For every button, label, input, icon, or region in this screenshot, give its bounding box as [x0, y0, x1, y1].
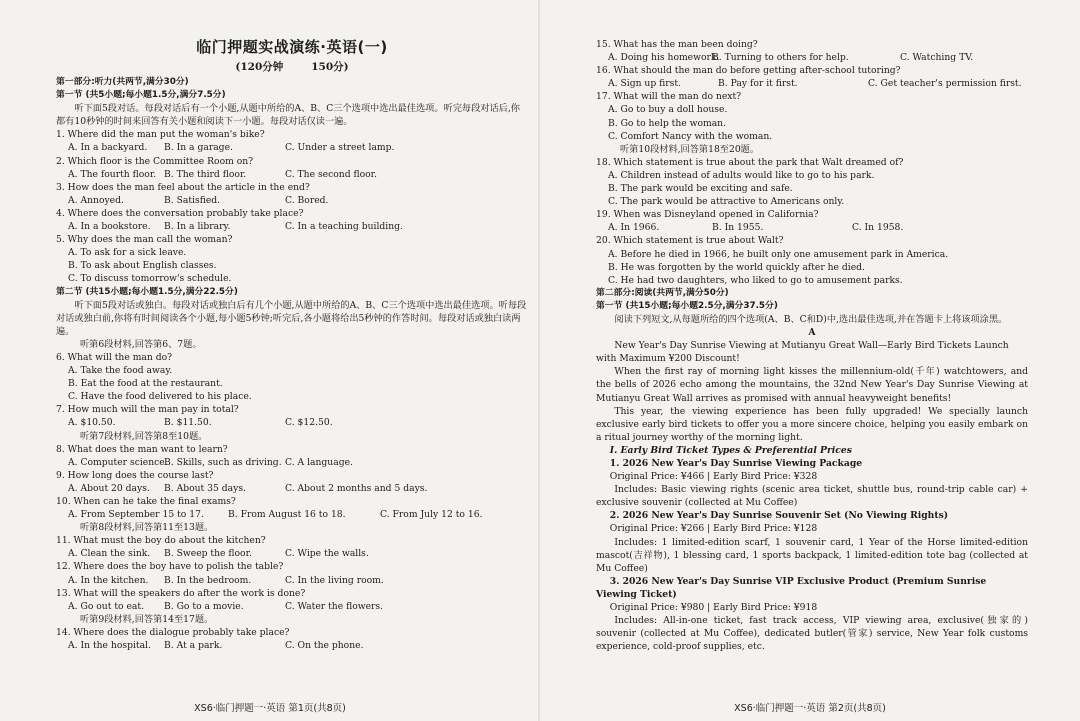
question-13-options [56, 600, 528, 613]
option-a: A. $10.50. [68, 417, 116, 429]
question-11-options [56, 547, 528, 560]
page-footer: XS6·临门押题一·英语 第1页(共8页) [194, 702, 346, 714]
package-3-includes: Includes: All-in-one ticket, fast track access, VIP viewing area, exclusive(独家的) souvenir (collected at Mu Coffee), dedicated butler(管家) service, New Year folk customs experience, cold-proof supplies, etc. [596, 615, 1028, 653]
option-c: C. Have the food delivered to his place. [68, 391, 252, 403]
option-a: A. About 20 days. [68, 482, 150, 494]
option-a: A. In 1966. [608, 222, 660, 234]
option-b: B. Satisfied. [164, 194, 221, 206]
question-17: 17. What will the man do next? [596, 91, 742, 103]
passage-paragraph-2: This year, the viewing experience has been fully upgraded! We specially launch exclusive early bird tickets to offer you a more sincere choice, helping you easily embark on a ritual journey worthy of the morning light. [596, 405, 1028, 443]
option-a: A. Take the food away. [68, 365, 173, 377]
material-note-6: 听第6段材料,回答第6、7题。 [80, 338, 202, 350]
question-20: 20. Which statement is true about Walt? [596, 235, 784, 247]
material-note-11: 听第8段材料,回答第11至13题。 [80, 522, 214, 534]
option-c: C. About 2 months and 5 days. [285, 482, 428, 494]
question-10-options [56, 508, 528, 521]
option-a: A. Go to buy a doll house. [608, 104, 728, 116]
option-a: A. Annoyed. [68, 194, 124, 206]
option-b: B. Skills, such as driving. [164, 456, 282, 468]
option-b: B. The park would be exciting and safe. [608, 183, 793, 195]
question-7-options [56, 416, 528, 429]
option-a: A. In the hospital. [68, 640, 151, 652]
question-9: 9. How long does the course last? [56, 469, 214, 481]
question-14-options [56, 639, 528, 652]
option-b: B. From August 16 to 18. [228, 509, 346, 521]
option-c: C. Comfort Nancy with the woman. [608, 130, 773, 142]
option-c: C. A language. [285, 456, 353, 468]
option-c: C. To discuss tomorrow's schedule. [68, 273, 232, 285]
option-a: A. Go out to eat. [68, 600, 144, 612]
option-c: C. In a teaching building. [285, 221, 403, 233]
question-5: 5. Why does the man call the woman? [56, 234, 233, 246]
option-c: C. Water the flowers. [285, 600, 384, 612]
question-3-options [56, 194, 528, 207]
question-10: 10. When can he take the final exams? [56, 496, 236, 507]
option-a: A. Children instead of adults would like to go to his park. [608, 169, 875, 181]
option-b: B. In the bedroom. [164, 574, 252, 586]
option-a: A. In a backyard. [68, 142, 148, 154]
option-c: C. Get teacher's permission first. [868, 78, 1022, 90]
exam-duration-score [56, 60, 528, 74]
part1-heading: 第一部分:听力(共两节,满分30分) [56, 77, 189, 87]
question-19-options [596, 221, 1028, 234]
question-12-options [56, 574, 528, 587]
option-c: C. Bored. [285, 194, 329, 206]
option-a: A. Sign up first. [608, 78, 681, 90]
package-1-price: Original Price: ¥466 | Early Bird Price: ¥328 [609, 471, 818, 483]
exam-page-2 [540, 0, 1080, 721]
option-c: C. Wipe the walls. [285, 548, 369, 560]
question-7: 7. How much will the man pay in total? [56, 404, 239, 416]
option-a: A. To ask for a sick leave. [68, 247, 187, 259]
question-1: 1. Where did the man put the woman's bike? [56, 129, 265, 141]
option-a: A. The fourth floor. [68, 168, 157, 180]
option-b: B. The third floor. [164, 168, 247, 180]
passage-letter: A [808, 327, 816, 339]
part2-heading: 第二部分:阅读(共两节,满分50分) [596, 287, 729, 298]
exam-title: 临门押题实战演练·英语(一) [196, 38, 388, 56]
question-2-options [56, 168, 528, 181]
package-3-title: 3. 2026 New Year's Day Sunrise VIP Exclusive Product (Premium Sunrise Viewing Ticket) [596, 575, 987, 600]
reading-section1-heading: 第一节 (共15小题;每小题2.5分,满分37.5分) [596, 300, 778, 311]
question-8-options [56, 456, 528, 469]
option-a: A. Doing his homework. [608, 52, 720, 64]
question-16: 16. What should the man do before getting after-school tutoring? [596, 65, 901, 77]
option-a: A. In a bookstore. [68, 221, 151, 233]
option-b: B. In a garage. [164, 142, 233, 154]
reading-instructions: 阅读下列短文,从每题所给的四个选项(A、B、C和D)中,选出最佳选项,并在答题卡上将该项涂黑。 [614, 313, 1008, 325]
exam-time: (120分钟 [235, 61, 284, 73]
question-18: 18. Which statement is true about the park that Walt dreamed of? [596, 156, 904, 168]
option-c: C. $12.50. [285, 417, 333, 429]
option-a: A. In the kitchen. [68, 574, 149, 586]
ticket-types-heading: Ⅰ. Early Bird Ticket Types & Preferential Prices [609, 444, 852, 456]
material-note-14: 听第9段材料,回答第14至17题。 [80, 613, 214, 625]
section1-heading: 第一节 (共5小题;每小题1.5分,满分7.5分) [56, 90, 226, 101]
exam-score: 150分) [311, 61, 349, 73]
option-c: C. From July 12 to 16. [380, 509, 483, 521]
option-b: B. Go to a movie. [164, 600, 244, 612]
option-b: B. In a library. [164, 221, 231, 233]
option-c: C. Watching TV. [900, 52, 974, 64]
passage-title: New Year's Day Sunrise Viewing at Mutianyu Great Wall—Early Bird Tickets Launch with Maximum ¥200 Discount! [596, 340, 1009, 365]
option-b: B. Sweep the floor. [164, 548, 252, 560]
question-14: 14. Where does the dialogue probably take place? [56, 626, 290, 638]
passage-paragraph-1: When the first ray of morning light kisses the millennium-old(千年) watchtowers, and the bells of 2026 echo among the mountains, the 32nd New Year's Day Sunrise Viewing at Mutianyu Great Wall arrives as promised with annual heavyweight benefits! [596, 366, 1028, 404]
option-b: B. Eat the food at the restaurant. [68, 378, 223, 390]
option-c: C. He had two daughters, who liked to go to amusement parks. [608, 274, 903, 286]
option-b: B. About 35 days. [164, 482, 246, 494]
question-1-options [56, 141, 528, 154]
material-note-18: 听第10段材料,回答第18至20题。 [620, 143, 760, 155]
option-c: C. On the phone. [285, 640, 364, 652]
option-b: B. $11.50. [164, 417, 212, 429]
question-8: 8. What does the man want to learn? [56, 443, 228, 455]
question-15: 15. What has the man been doing? [596, 39, 758, 50]
option-b: B. Go to help the woman. [608, 117, 727, 129]
option-c: C. In 1958. [852, 222, 904, 234]
section2-heading: 第二节 (共15小题;每小题1.5分,满分22.5分) [56, 286, 238, 297]
question-11: 11. What must the boy do about the kitchen? [56, 535, 266, 547]
question-19: 19. When was Disneyland opened in California? [596, 209, 819, 221]
question-9-options [56, 482, 528, 495]
package-3-price: Original Price: ¥980 | Early Bird Price: ¥918 [609, 602, 818, 614]
question-16-options [596, 77, 1028, 90]
option-b: B. To ask about English classes. [68, 260, 217, 272]
option-b: B. In 1955. [712, 222, 764, 234]
question-13: 13. What will the speakers do after the work is done? [56, 587, 306, 599]
package-2-title: 2. 2026 New Year's Day Sunrise Souvenir Set (No Viewing Rights) [609, 510, 949, 522]
option-c: C. The second floor. [285, 168, 377, 180]
package-2-price: Original Price: ¥266 | Early Bird Price: ¥128 [609, 523, 818, 535]
section1-instructions: 听下面5段对话。每段对话后有一个小题,从题中所给的A、B、C三个选项中选出最佳选项。听完每段对话后,你都有10秒钟的时间来回答有关小题和阅读下一小题。每段对话仅读一遍。 [56, 103, 520, 128]
package-2-includes: Includes: 1 limited-edition scarf, 1 souvenir card, 1 Year of the Horse limited-edition mascot(吉祥物), 1 blessing card, 1 sports backpack, 1 limited-edition tote bag (collected at Mu Coffee) [596, 536, 1028, 574]
option-a: A. Before he died in 1966, he built only one amusement park in America. [608, 248, 949, 260]
option-a: A. Clean the sink. [68, 548, 151, 560]
question-12: 12. Where does the boy have to polish the table? [56, 561, 284, 573]
question-4-options [56, 220, 528, 233]
package-1-title: 1. 2026 New Year's Day Sunrise Viewing Package [609, 458, 863, 469]
question-4: 4. Where does the conversation probably take place? [56, 207, 304, 219]
option-b: B. Pay for it first. [718, 78, 798, 90]
package-1-includes: Includes: Basic viewing rights (scenic area ticket, shuttle bus, round-trip cable car) + exclusive souvenir (collected at Mu Coffee) [596, 484, 1028, 509]
question-15-options [596, 51, 1028, 64]
question-2: 2. Which floor is the Committee Room on? [56, 155, 254, 167]
option-a: A. Computer science. [68, 456, 168, 468]
option-c: C. In the living room. [285, 574, 384, 586]
question-3: 3. How does the man feel about the article in the end? [56, 181, 310, 193]
page-footer: XS6·临门押题一·英语 第2页(共8页) [734, 702, 886, 714]
material-note-8: 听第7段材料,回答第8至10题。 [80, 430, 208, 442]
question-6: 6. What will the man do? [56, 351, 173, 363]
option-c: C. The park would be attractive to Americans only. [608, 196, 845, 208]
section2-instructions: 听下面5段对话或独白。每段对话或独白后有几个小题,从题中所给的A、B、C三个选项中选出最佳选项。听每段对话或独白前,你将有时间阅读各个小题,每小题5秒钟;听完后,各小题将给出5秒钟的作答时间。每段对话或独白读两遍。 [56, 299, 527, 337]
option-b: B. He was forgotten by the world quickly after he died. [608, 261, 865, 273]
option-c: C. Under a street lamp. [285, 142, 395, 154]
option-a: A. From September 15 to 17. [68, 509, 204, 521]
option-b: B. At a park. [164, 640, 223, 652]
option-b: B. Turning to others for help. [712, 52, 849, 64]
